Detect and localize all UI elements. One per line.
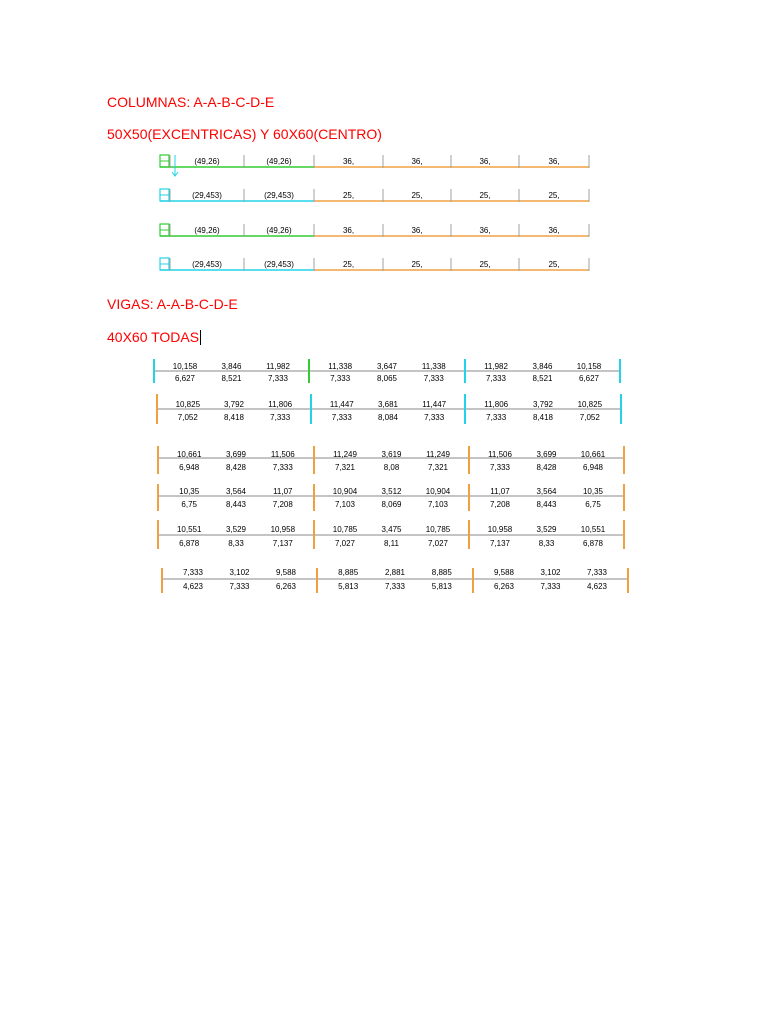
beam-top-value: 3,529 bbox=[225, 525, 247, 534]
column-load-label: 25, bbox=[411, 260, 423, 269]
beam-bottom-value: 7,333 bbox=[272, 463, 293, 472]
beam-bottom-value: 7,321 bbox=[334, 463, 356, 472]
beam-bottom-value: 8,521 bbox=[532, 374, 553, 383]
beam-bottom-value: 6,75 bbox=[181, 500, 197, 509]
column-load-label: 25, bbox=[548, 260, 560, 269]
beam-top-value: 9,588 bbox=[493, 568, 515, 577]
beam-top-value: 11,447 bbox=[329, 400, 354, 409]
beam-bottom-value: 8,418 bbox=[223, 413, 245, 422]
beam-bottom-value: 8,428 bbox=[225, 463, 247, 472]
column-load-label: (29,453) bbox=[264, 260, 294, 269]
beam-bottom-value: 7,027 bbox=[334, 539, 356, 548]
beam-top-value: 11,506 bbox=[270, 450, 295, 459]
beam-top-value: 3,529 bbox=[536, 525, 557, 534]
beam-bottom-value: 7,333 bbox=[485, 374, 507, 383]
beam-bottom-value: 8,065 bbox=[376, 374, 398, 383]
columns-title: COLUMNAS: A-A-B-C-D-E bbox=[107, 94, 275, 110]
beam-top-value: 10,904 bbox=[425, 487, 451, 496]
beam-bottom-value: 6,627 bbox=[174, 374, 196, 383]
column-load-label: 25, bbox=[342, 191, 355, 200]
beam-bottom-value: 7,052 bbox=[579, 413, 600, 422]
beam-top-value: 10,158 bbox=[172, 362, 198, 371]
beam-top-value: 11,249 bbox=[333, 450, 357, 459]
beam-bottom-value: 6,263 bbox=[493, 582, 515, 591]
beam-bottom-value: 7,027 bbox=[427, 539, 449, 548]
column-load-label: 36, bbox=[342, 226, 355, 235]
beam-top-value: 3,846 bbox=[532, 362, 553, 371]
beam-top-value: 3,681 bbox=[377, 400, 399, 409]
beam-bottom-value: 8,418 bbox=[532, 413, 554, 422]
beam-top-value: 3,102 bbox=[540, 568, 561, 577]
beam-top-value: 10,35 bbox=[582, 487, 604, 496]
beam-bottom-value: 6,948 bbox=[582, 463, 604, 472]
beam-bottom-value: 8,33 bbox=[228, 539, 244, 548]
beam-top-value: 7,333 bbox=[182, 568, 204, 577]
beam-bottom-value: 6,878 bbox=[179, 539, 200, 548]
beam-top-value: 10,958 bbox=[270, 525, 296, 534]
beams-sizes: 40X60 TODAS bbox=[107, 329, 200, 345]
column-load-label: (29,453) bbox=[264, 191, 294, 200]
column-load-label: (49,26) bbox=[266, 157, 292, 166]
column-load-label: 36, bbox=[548, 157, 560, 166]
beam-top-value: 8,885 bbox=[431, 568, 452, 577]
beam-top-value: 11,338 bbox=[421, 362, 446, 371]
columns-sizes: 50X50(EXCENTRICAS) Y 60X60(CENTRO) bbox=[107, 126, 382, 142]
beam-top-value: 11,506 bbox=[488, 450, 512, 459]
column-load-label: (29,453) bbox=[192, 260, 222, 269]
beam-top-value: 10,35 bbox=[179, 487, 200, 496]
beam-top-value: 11,338 bbox=[328, 362, 353, 371]
beam-top-value: 3,846 bbox=[221, 362, 242, 371]
beam-top-value: 2,881 bbox=[384, 568, 406, 577]
beams-title: VIGAS: A-A-B-C-D-E bbox=[107, 296, 238, 312]
beam-top-value: 10,551 bbox=[176, 525, 202, 534]
beam-row bbox=[158, 520, 624, 549]
beam-bottom-value: 6,263 bbox=[275, 582, 297, 591]
beam-top-value: 11,447 bbox=[422, 400, 447, 409]
column-load-label: 25, bbox=[342, 260, 355, 269]
beam-top-value: 11,806 bbox=[484, 400, 509, 409]
column-load-label: 25, bbox=[548, 191, 560, 200]
beam-bottom-value: 7,333 bbox=[331, 413, 352, 422]
beam-row bbox=[154, 359, 620, 383]
beam-top-value: 10,551 bbox=[580, 525, 606, 534]
beam-bottom-value: 7,208 bbox=[272, 500, 293, 509]
beam-top-value: 3,564 bbox=[536, 487, 557, 496]
beam-bottom-value: 7,333 bbox=[229, 582, 250, 591]
beam-row bbox=[158, 484, 624, 511]
beam-top-value: 10,661 bbox=[580, 450, 606, 459]
column-load-label: 36, bbox=[548, 226, 560, 235]
beam-bottom-value: 7,333 bbox=[486, 413, 507, 422]
beam-top-value: 7,333 bbox=[586, 568, 608, 577]
beam-top-value: 3,792 bbox=[532, 400, 554, 409]
beam-top-value: 8,885 bbox=[338, 568, 359, 577]
beam-top-value: 3,619 bbox=[381, 450, 402, 459]
beam-top-value: 3,699 bbox=[536, 450, 557, 459]
column-load-label: (49,26) bbox=[266, 226, 292, 235]
beam-bottom-value: 6,75 bbox=[585, 500, 601, 509]
beam-top-value: 3,792 bbox=[223, 400, 245, 409]
beam-top-value: 10,904 bbox=[332, 487, 358, 496]
column-load-label: 36, bbox=[411, 157, 423, 166]
beam-top-value: 10,958 bbox=[487, 525, 513, 534]
beam-bottom-value: 8,33 bbox=[538, 539, 555, 548]
beam-top-value: 3,699 bbox=[225, 450, 247, 459]
beam-bottom-value: 7,333 bbox=[384, 582, 406, 591]
column-load-label: (49,26) bbox=[194, 157, 220, 166]
beam-bottom-value: 8,521 bbox=[221, 374, 242, 383]
beam-bottom-value: 8,428 bbox=[536, 463, 557, 472]
beam-bottom-value: 7,103 bbox=[334, 500, 356, 509]
beam-top-value: 11,07 bbox=[273, 487, 293, 496]
beam-bottom-value: 6,878 bbox=[582, 539, 604, 548]
beam-top-value: 10,158 bbox=[576, 362, 602, 371]
beam-top-value: 10,661 bbox=[176, 450, 202, 459]
beam-bottom-value: 7,333 bbox=[489, 463, 511, 472]
beam-bottom-value: 7,052 bbox=[177, 413, 198, 422]
beam-bottom-value: 5,813 bbox=[431, 582, 452, 591]
beam-top-value: 11,982 bbox=[484, 362, 508, 371]
beam-top-value: 11,806 bbox=[268, 400, 293, 409]
beam-top-value: 10,785 bbox=[332, 525, 358, 534]
beam-bottom-value: 7,333 bbox=[270, 413, 291, 422]
beam-bottom-value: 5,813 bbox=[338, 582, 359, 591]
beam-top-value: 3,102 bbox=[229, 568, 250, 577]
beam-bottom-value: 7,333 bbox=[423, 374, 444, 383]
beam-bottom-value: 6,948 bbox=[179, 463, 200, 472]
beam-top-value: 3,475 bbox=[381, 525, 402, 534]
beam-bottom-value: 4,623 bbox=[586, 582, 608, 591]
column-load-label: 25, bbox=[479, 191, 491, 200]
beam-bottom-value: 7,321 bbox=[427, 463, 449, 472]
beam-bottom-value: 8,084 bbox=[377, 413, 399, 422]
beam-top-value: 3,647 bbox=[376, 362, 398, 371]
beam-bottom-value: 7,137 bbox=[272, 539, 293, 548]
column-load-label: (49,26) bbox=[194, 226, 220, 235]
column-load-label: 36, bbox=[479, 157, 491, 166]
column-load-label: 25, bbox=[411, 191, 423, 200]
beam-bottom-value: 7,333 bbox=[330, 374, 351, 383]
beam-bottom-value: 8,08 bbox=[383, 463, 400, 472]
beam-bottom-value: 8,443 bbox=[225, 500, 247, 509]
column-load-label: (29,453) bbox=[192, 191, 222, 200]
column-load-label: 36, bbox=[411, 226, 423, 235]
beam-bottom-value: 7,333 bbox=[540, 582, 561, 591]
column-load-label: 36, bbox=[479, 226, 491, 235]
column-load-label: 36, bbox=[342, 157, 355, 166]
beam-top-value: 9,588 bbox=[275, 568, 297, 577]
beam-top-value: 3,512 bbox=[381, 487, 402, 496]
beam-top-value: 11,982 bbox=[266, 362, 290, 371]
beam-bottom-value: 8,069 bbox=[381, 500, 402, 509]
beam-bottom-value: 8,443 bbox=[536, 500, 557, 509]
beam-row bbox=[162, 568, 628, 593]
beam-top-value: 3,564 bbox=[225, 487, 247, 496]
beam-top-value: 11,07 bbox=[490, 487, 510, 496]
beam-bottom-value: 7,208 bbox=[489, 500, 511, 509]
beam-row bbox=[157, 394, 621, 424]
beam-bottom-value: 7,103 bbox=[427, 500, 449, 509]
beam-top-value: 10,785 bbox=[425, 525, 451, 534]
beam-top-value: 10,825 bbox=[175, 400, 201, 409]
beam-bottom-value: 6,627 bbox=[578, 374, 600, 383]
beam-bottom-value: 7,137 bbox=[489, 539, 511, 548]
beam-top-value: 10,825 bbox=[577, 400, 603, 409]
beam-bottom-value: 7,333 bbox=[267, 374, 289, 383]
column-load-label: 25, bbox=[479, 260, 491, 269]
beam-row bbox=[158, 446, 624, 474]
beam-bottom-value: 7,333 bbox=[424, 413, 445, 422]
beam-bottom-value: 4,623 bbox=[182, 582, 204, 591]
beam-bottom-value: 8,11 bbox=[384, 539, 399, 548]
beam-top-value: 11,249 bbox=[426, 450, 450, 459]
